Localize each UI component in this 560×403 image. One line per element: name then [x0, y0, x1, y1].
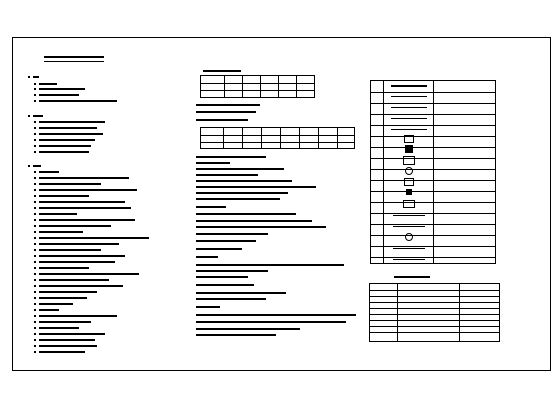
note-line	[39, 177, 129, 179]
note-line	[196, 233, 268, 235]
drawing-title	[44, 56, 104, 58]
note-line	[196, 240, 256, 242]
note-marker	[34, 177, 36, 179]
table-row-divider	[370, 290, 499, 291]
legend-row-divider	[371, 180, 495, 181]
note-marker	[34, 171, 36, 173]
note-line	[196, 292, 286, 294]
note-line	[39, 309, 59, 311]
note-line	[39, 94, 79, 96]
note-line	[39, 345, 97, 347]
note-line	[39, 339, 95, 341]
symbol-circle	[405, 167, 413, 175]
note-marker	[34, 237, 36, 239]
note-line	[39, 195, 89, 197]
note-line	[39, 273, 139, 275]
symbol-ring	[405, 233, 413, 241]
note-line	[39, 237, 149, 239]
note-marker	[34, 309, 36, 311]
symbol-line-thin	[391, 96, 427, 97]
note-line	[196, 213, 296, 215]
legend-row-divider	[371, 191, 495, 192]
legend-row-divider	[371, 92, 495, 93]
legend-row-divider	[371, 224, 495, 225]
table-row-divider	[370, 326, 499, 327]
legend-row-divider	[371, 246, 495, 247]
note-line	[39, 207, 131, 209]
note-line	[39, 243, 119, 245]
note-line	[39, 321, 91, 323]
symbol-legend	[370, 80, 496, 264]
note-marker	[34, 94, 36, 96]
note-line	[196, 220, 312, 222]
note-line	[196, 180, 292, 182]
note-marker	[34, 315, 36, 317]
note-line	[39, 303, 73, 305]
note-line	[39, 249, 101, 251]
note-line	[39, 297, 87, 299]
note-marker	[34, 261, 36, 263]
symbol-line-dotted	[391, 118, 427, 119]
note-marker	[34, 231, 36, 233]
note-line	[39, 183, 101, 185]
legend-row-divider	[371, 125, 495, 126]
note-marker	[34, 345, 36, 347]
note-line	[196, 168, 284, 170]
note-marker	[34, 279, 36, 281]
note-marker	[34, 219, 36, 221]
note-marker	[34, 195, 36, 197]
note-line	[196, 192, 288, 194]
note-marker	[34, 303, 36, 305]
note-line	[39, 171, 59, 173]
note-line	[39, 127, 97, 129]
note-grid-2	[200, 127, 355, 149]
legend-row-divider	[371, 147, 495, 148]
legend-row-divider	[371, 136, 495, 137]
note-marker	[34, 321, 36, 323]
legend-row-divider	[371, 235, 495, 236]
note-marker	[34, 297, 36, 299]
note-marker	[34, 225, 36, 227]
material-table-title	[394, 276, 430, 278]
note-line	[39, 139, 95, 141]
note-marker	[34, 207, 36, 209]
legend-row-divider	[371, 169, 495, 170]
note-line	[39, 315, 117, 317]
note-line	[39, 213, 77, 215]
note-marker	[34, 83, 36, 85]
note-marker	[34, 273, 36, 275]
note-line	[39, 351, 85, 353]
note-line	[196, 119, 248, 121]
note-marker	[34, 351, 36, 353]
legend-row-divider	[371, 257, 495, 258]
note-marker	[34, 133, 36, 135]
note-line	[196, 198, 280, 200]
note-marker	[28, 165, 30, 167]
symbol-line-chain	[391, 129, 427, 130]
note-line	[39, 189, 137, 191]
note-line	[39, 267, 89, 269]
note-line	[196, 226, 326, 228]
note-line	[39, 121, 105, 123]
note-marker	[34, 333, 36, 335]
symbol-square	[406, 189, 412, 195]
table-row-divider	[370, 302, 499, 303]
note-marker	[34, 151, 36, 153]
legend-row-divider	[371, 202, 495, 203]
note-line	[196, 321, 346, 323]
note-marker	[34, 255, 36, 257]
note-marker	[34, 327, 36, 329]
note-line	[39, 145, 91, 147]
note-line	[33, 115, 43, 117]
note-line	[196, 334, 276, 336]
symbol-box	[404, 135, 414, 143]
note-marker	[34, 339, 36, 341]
table-row-divider	[370, 296, 499, 297]
note-line	[196, 314, 356, 316]
note-line	[39, 88, 85, 90]
legend-row-divider	[371, 103, 495, 104]
note-marker	[28, 115, 30, 117]
note-marker	[34, 100, 36, 102]
material-table	[369, 283, 500, 342]
note-line	[33, 76, 39, 78]
note-line	[196, 248, 242, 250]
legend-row-divider	[371, 213, 495, 214]
note-line	[196, 174, 258, 176]
note-line	[39, 151, 89, 153]
note-line	[196, 264, 344, 266]
note-line	[39, 333, 105, 335]
note-line	[39, 327, 79, 329]
note-line	[196, 306, 220, 308]
note-grid-1	[200, 75, 315, 98]
note-line	[196, 256, 218, 258]
note-line	[196, 111, 256, 113]
note-line	[196, 156, 266, 158]
note-marker	[34, 291, 36, 293]
note-line	[39, 219, 135, 221]
note-marker	[34, 183, 36, 185]
symbol-pipe-4	[393, 259, 425, 260]
table-row-divider	[370, 308, 499, 309]
note-line	[39, 201, 125, 203]
note-line	[203, 70, 241, 72]
note-line	[39, 231, 83, 233]
symbol-line-solid	[391, 85, 427, 87]
table-row-divider	[370, 314, 499, 315]
note-marker	[34, 249, 36, 251]
note-line	[39, 291, 97, 293]
note-marker	[34, 243, 36, 245]
note-line	[196, 186, 316, 188]
note-line	[39, 225, 111, 227]
symbol-pipe-2	[393, 226, 425, 227]
note-line	[196, 284, 254, 286]
note-line	[196, 206, 226, 208]
note-marker	[34, 201, 36, 203]
note-marker	[34, 121, 36, 123]
note-line	[196, 104, 260, 106]
note-marker	[34, 189, 36, 191]
note-line	[39, 83, 57, 85]
legend-row-divider	[371, 158, 495, 159]
note-marker	[34, 145, 36, 147]
note-line	[196, 270, 268, 272]
symbol-filled-box	[405, 145, 413, 153]
table-row-divider	[370, 320, 499, 321]
symbol-line-dashed	[391, 107, 427, 108]
symbol-pipe	[393, 215, 425, 216]
note-line	[39, 285, 123, 287]
note-line	[196, 162, 230, 164]
note-line	[33, 165, 41, 167]
note-marker	[34, 127, 36, 129]
title-underline	[44, 61, 104, 62]
note-marker	[28, 76, 30, 78]
symbol-valve	[404, 178, 414, 186]
symbol-pipe-3	[393, 248, 425, 249]
symbol-tank	[403, 156, 415, 165]
note-line	[196, 328, 300, 330]
note-line	[39, 261, 115, 263]
note-marker	[34, 213, 36, 215]
note-line	[39, 279, 109, 281]
note-marker	[34, 88, 36, 90]
note-line	[39, 133, 103, 135]
note-marker	[34, 267, 36, 269]
note-line	[39, 100, 117, 102]
note-line	[39, 255, 125, 257]
note-line	[196, 298, 266, 300]
legend-row-divider	[371, 114, 495, 115]
note-marker	[34, 285, 36, 287]
table-row-divider	[370, 332, 499, 333]
symbol-meter	[403, 200, 415, 208]
note-line	[196, 276, 248, 278]
note-marker	[34, 139, 36, 141]
